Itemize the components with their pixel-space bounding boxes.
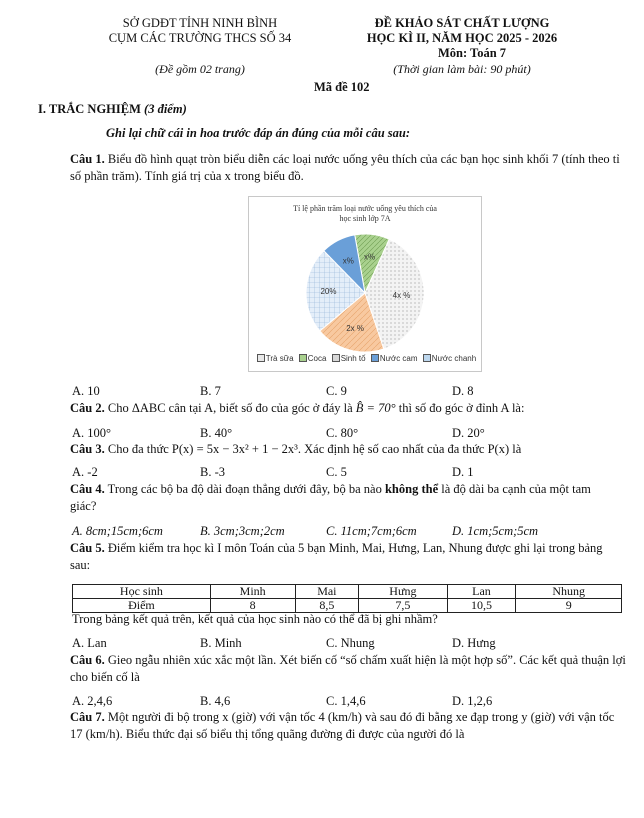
question-2 <box>70 400 630 417</box>
question-label: Câu 4. <box>70 482 105 496</box>
legend-swatch-nuoc-chanh <box>423 354 431 362</box>
question-5 <box>70 540 622 574</box>
legend-nuoc-chanh: Nước chanh <box>431 354 477 363</box>
question-label: Câu 2. <box>70 401 105 415</box>
table-cell: Minh <box>210 585 295 599</box>
score-table <box>72 584 622 613</box>
pie-slice-label: 20% <box>320 287 337 297</box>
table-cell: 10,5 <box>447 599 516 613</box>
legend-swatch-tra-sua <box>257 354 265 362</box>
q3-option-b: B. -3 <box>200 465 225 479</box>
pie-svg <box>249 197 481 371</box>
question-text-c: là độ dài ba cạnh của một tam giác? <box>70 482 591 513</box>
q6-option-b: B. 4,6 <box>200 694 231 708</box>
school-cluster: CỤM CÁC TRƯỜNG THCS SỐ 34 <box>108 31 292 45</box>
q1-option-b: B. 7 <box>200 384 221 398</box>
legend-tra-sua: Trà sữa <box>265 354 294 363</box>
q1-option-c: C. 9 <box>326 384 347 398</box>
q4-option-b: B. 3cm;3cm;2cm <box>200 524 285 538</box>
table-cell: Nhung <box>516 585 622 599</box>
section-instruction: Ghi lại chữ cái in hoa trước đáp án đúng của mỗi câu sau: <box>106 126 411 140</box>
q4-option-d: D. 1cm;5cm;5cm <box>452 524 539 538</box>
q2-option-a: A. 100° <box>72 426 112 440</box>
question-text-a: Cho đa thức <box>107 442 172 456</box>
exam-title: ĐỀ KHẢO SÁT CHẤT LƯỢNG <box>374 16 550 30</box>
q2-option-c: C. 80° <box>326 426 359 440</box>
q6-option-d: D. 1,2,6 <box>452 694 493 708</box>
question-label: Câu 1. <box>70 152 105 166</box>
q1-option-d: D. 8 <box>452 384 474 398</box>
page-count-note: (Đề gồm 02 trang) <box>155 62 245 76</box>
question-label: Câu 3. <box>70 442 105 456</box>
q4-option-a: A. 8cm;15cm;6cm <box>72 524 163 538</box>
section-title <box>38 102 187 117</box>
q2-option-d: D. 20° <box>452 426 485 440</box>
chart-title-line2: học sinh lớp 7A <box>339 214 391 223</box>
pie-slice-label: x% <box>342 256 354 266</box>
question-text: Điểm kiểm tra học kì I môn Toán của 5 bạn Minh, Mai, Hưng, Lan, Nhung được ghi lại trong bảng sau: <box>70 541 603 572</box>
school-department: SỞ GDĐT TỈNH NINH BÌNH <box>122 16 278 30</box>
table-header-row <box>73 585 622 599</box>
table-cell: Lan <box>447 585 516 599</box>
q5-option-b: B. Minh <box>200 636 242 650</box>
table-cell: 8 <box>210 599 295 613</box>
legend-nuoc-cam: Nước cam <box>379 354 418 363</box>
q6-option-c: C. 1,4,6 <box>326 694 366 708</box>
pie-slice-label: 2x % <box>346 324 364 334</box>
legend-sinh-to: Sinh tố <box>340 354 366 363</box>
table-cell: Điểm <box>73 599 211 613</box>
question-text-c: . Xác định hệ số cao nhất của đa thức P(x) là <box>297 442 522 456</box>
table-cell: 8,5 <box>295 599 359 613</box>
question-emphasis: không thể <box>384 482 439 496</box>
question-text-a: Cho ΔABC cân tại A, biết số đo của góc ở đáy là <box>107 401 356 415</box>
question-3 <box>70 441 630 458</box>
q5-followup: Trong bảng kết quả trên, kết quả của học sinh nào có thể đã bị ghi nhầm? <box>72 612 438 626</box>
question-text: Gieo ngẫu nhiên xúc xắc một lần. Xét biến cố “số chấm xuất hiện là một hợp số”. Các kết quả thuận lợi cho biến cố là <box>70 653 626 684</box>
question-label: Câu 6. <box>70 653 105 667</box>
table-row <box>73 599 622 613</box>
pie-slice-label: 4x % <box>392 290 411 300</box>
table-cell: Học sinh <box>73 585 211 599</box>
q4-option-c: C. 11cm;7cm;6cm <box>326 524 417 538</box>
q1-option-a: A. 10 <box>72 384 100 398</box>
q5-option-a: A. Lan <box>72 636 107 650</box>
chart-title-line1: Tỉ lệ phần trăm loại nước uống yêu thích của <box>293 204 437 213</box>
table-cell: Mai <box>295 585 359 599</box>
question-label: Câu 5. <box>70 541 105 555</box>
q5-option-d: D. Hưng <box>452 636 496 650</box>
question-text-c: thì số đo góc ở đỉnh A là: <box>395 401 525 415</box>
table-cell: 9 <box>516 599 622 613</box>
section-points: (3 điểm) <box>144 102 187 116</box>
question-text: Biểu đồ hình quạt tròn biểu diễn các loại nước uống yêu thích của các bạn học sinh khối 7 (tính theo tỉ số phần trăm). Tính giá trị của x trong biểu đồ. <box>70 152 620 183</box>
question-7 <box>70 709 628 743</box>
legend-swatch-nuoc-cam <box>371 354 379 362</box>
pie-slice-label: x% <box>363 252 376 262</box>
legend-swatch-coca <box>299 354 307 362</box>
chart-legend <box>249 354 481 363</box>
section-name: I. TRẮC NGHIỆM <box>38 102 141 116</box>
legend-swatch-sinh-to <box>332 354 340 362</box>
question-formula: B̂ = 70° <box>355 401 396 415</box>
q6-option-a: A. 2,4,6 <box>72 694 113 708</box>
question-6 <box>70 652 630 686</box>
pie-chart <box>248 196 482 372</box>
table-cell: Hưng <box>359 585 447 599</box>
question-label: Câu 7. <box>70 710 105 724</box>
exam-term: HỌC KÌ II, NĂM HỌC 2025 - 2026 <box>366 31 558 45</box>
question-text: Một người đi bộ trong x (giờ) với vận tốc 4 (km/h) và sau đó đi bằng xe đạp trong y (giờ) với vận tốc 17 (km/h). Biểu thức đại số biểu thị tổng quãng đường đi được của người đó là <box>70 710 615 741</box>
exam-code: Mã đề 102 <box>314 80 370 94</box>
question-1 <box>70 151 628 185</box>
q3-option-a: A. -2 <box>72 465 98 479</box>
q5-option-c: C. Nhung <box>326 636 375 650</box>
q3-option-c: C. 5 <box>326 465 347 479</box>
question-text-a: Trong các bộ ba độ dài đoạn thẳng dưới đây, bộ ba nào <box>107 482 385 496</box>
q2-option-b: B. 40° <box>200 426 233 440</box>
question-4 <box>70 481 618 515</box>
q3-option-d: D. 1 <box>452 465 474 479</box>
legend-coca: Coca <box>307 354 327 363</box>
question-formula: P(x) = 5x − 3x² + 1 − 2x³ <box>171 442 298 456</box>
exam-time: (Thời gian làm bài: 90 phút) <box>393 62 531 76</box>
table-cell: 7,5 <box>359 599 447 613</box>
exam-subject: Môn: Toán 7 <box>437 46 507 60</box>
